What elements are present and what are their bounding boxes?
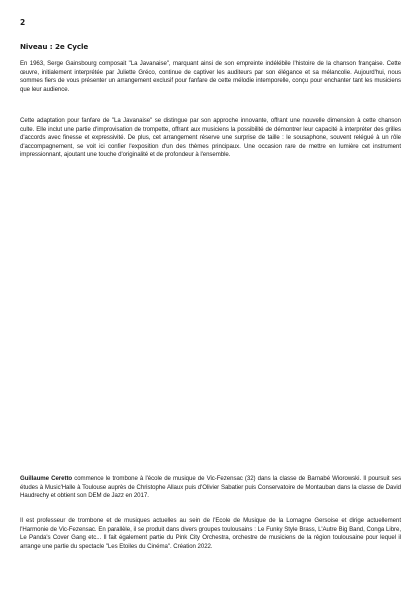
biography-paragraph-1 (20, 475, 401, 501)
biography-paragraph-1-text: commence le trombone à l'école de musique de Vic-Fezensac (32) dans la classe de Barnabé Wiorowski. Il poursuit ses études à Music'Halle à Toulouse auprès de Christophe Allaux puis d'Olivier Sabatier puis Conservatoire de Montauban dans la classe de David Haudrechy et obtient son DEM de Jazz en 2017. (20, 475, 401, 500)
biography-paragraph-2: Il est professeur de trombone et de musiques actuelles au sein de l'Ecole de Musique de la Lomagne Gersoise et dirige actuellement l'Harmonie de Vic-Fezensac. En parallèle, il se produit dans divers groupes toulousains : Le Funky Style Brass, L'Autre Big Band, Conga Libre, Le Panda's Cover Gang etc... Il fait également partie du Pink City Orchestra, orchestre de musiciens de la région toulousaine pour lequel il arrange une partie du spectacle "Les Etoiles du Cinéma". Création 2022. (20, 517, 401, 550)
description-paragraph-2: Cette adaptation pour fanfare de "La Javanaise" se distingue par son approche innovante, offrant une nouvelle dimension à cette chanson culte. Elle inclut une partie d'improvisation de trompette, offrant aux musiciens la possibilité de démontrer leur capacité à interpréter des grilles d'accords avec finesse et expressivité. De plus, cet arrangement réserve une surprise de taille : le sousaphone, souvent relégué à un rôle d'accompagnement, se voit ici confier l'exposition d'un des thèmes principaux. Une occasion rare de mettre en lumière cet instrument impressionnant, ajoutant une touche d'originalité et de profondeur à l'ensemble. (20, 117, 401, 159)
level-title: Niveau : 2e Cycle (20, 42, 89, 51)
description-paragraph-1: En 1963, Serge Gainsbourg composait "La Javanaise", marquant ainsi de son empreinte indélébile l'histoire de la chanson française. Cette œuvre, initialement interprétée par Juliette Gréco, continue de captiver les auditeurs par son élégance et sa mélancolie. Aujourd'hui, nous sommes fiers de vous présenter un arrangement exclusif pour fanfare de cette mélodie intemporelle, conçu pour enchanter tant les musiciens que leur audience. (20, 60, 401, 93)
page-number: 2 (20, 18, 26, 27)
author-name: Guillaume Ceretto (20, 475, 73, 482)
